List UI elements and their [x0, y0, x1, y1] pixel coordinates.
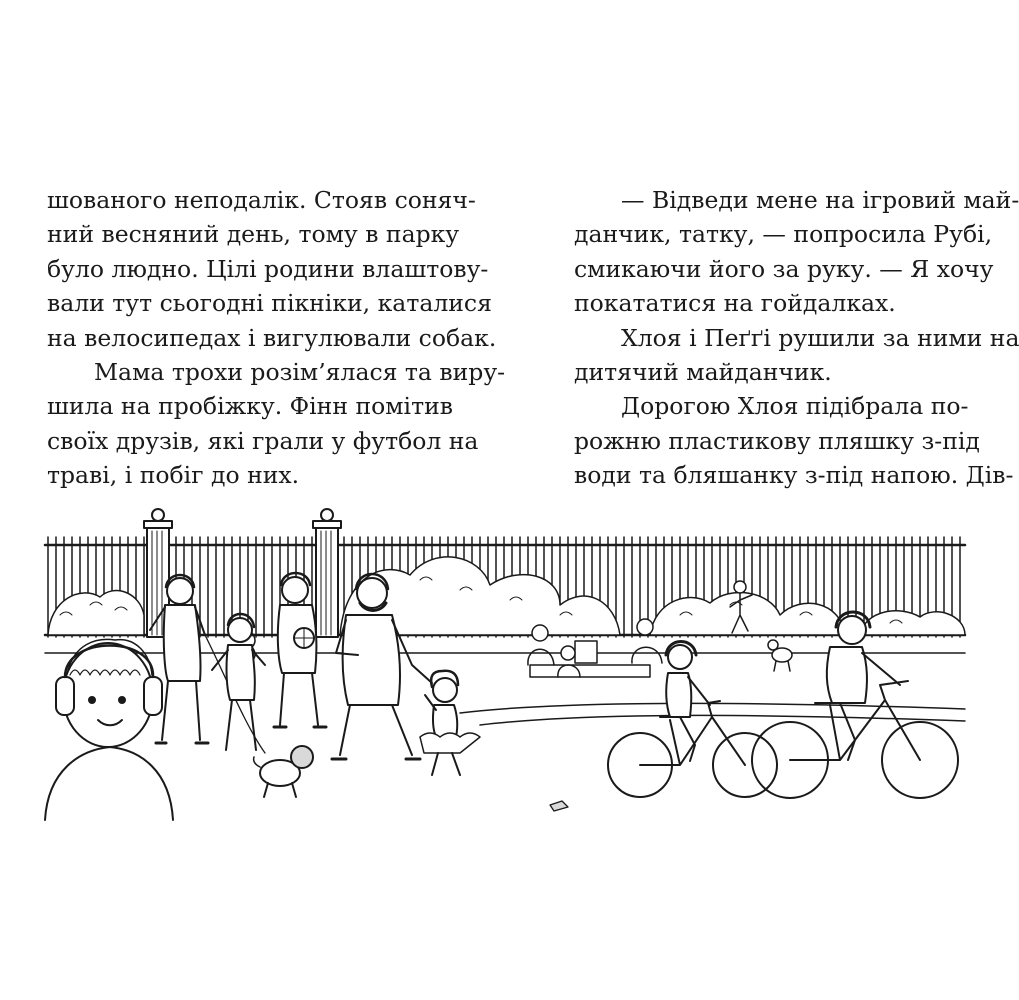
right-text-column — [574, 183, 1019, 493]
text-line: данчик, татку, — попросила Рубі, — [574, 220, 993, 249]
text-line: води та бляшанку з-під напою. Дів- — [574, 461, 1014, 490]
text-line: своїх друзів, які грали у футбол на — [47, 426, 479, 455]
text-line: рожню пластикову пляшку з-під — [574, 426, 980, 455]
text-line: покататися на гойдалках. — [574, 289, 896, 318]
text-line: смикаючи його за руку. — Я хочу — [574, 254, 994, 283]
text-line: на велосипедах і вигулювали собак. — [47, 323, 497, 352]
text-line: було людно. Цілі родини влаштову- — [47, 254, 489, 283]
text-line: траві, і побіг до них. — [47, 461, 300, 490]
text-line: Хлоя і Пеґґі рушили за ними на — [621, 323, 1019, 352]
park-illustration — [40, 505, 970, 820]
little-girl-in-tutu — [420, 671, 480, 775]
boy-with-headphones — [45, 639, 173, 820]
small-running-dog — [768, 640, 792, 671]
text-line: Дорогою Хлоя підібрала по- — [621, 392, 969, 421]
text-line: ний весняний день, тому в парку — [47, 220, 460, 249]
dropped-litter — [550, 801, 568, 811]
text-line: дитячий майданчик. — [574, 358, 832, 387]
text-line: шила на пробіжку. Фінн помітив — [47, 392, 453, 421]
text-line: шованого неподалік. Стояв соняч- — [47, 186, 476, 214]
text-line: — Відведи мене на ігровий май- — [621, 186, 1019, 214]
pug-dog — [254, 746, 313, 797]
gate-pillar-right — [313, 509, 341, 637]
text-line: Мама трохи розім’ялася та виру- — [94, 358, 506, 387]
text-line: вали тут сьогодні пікніки, каталися — [47, 289, 492, 318]
left-text-column — [47, 183, 506, 493]
